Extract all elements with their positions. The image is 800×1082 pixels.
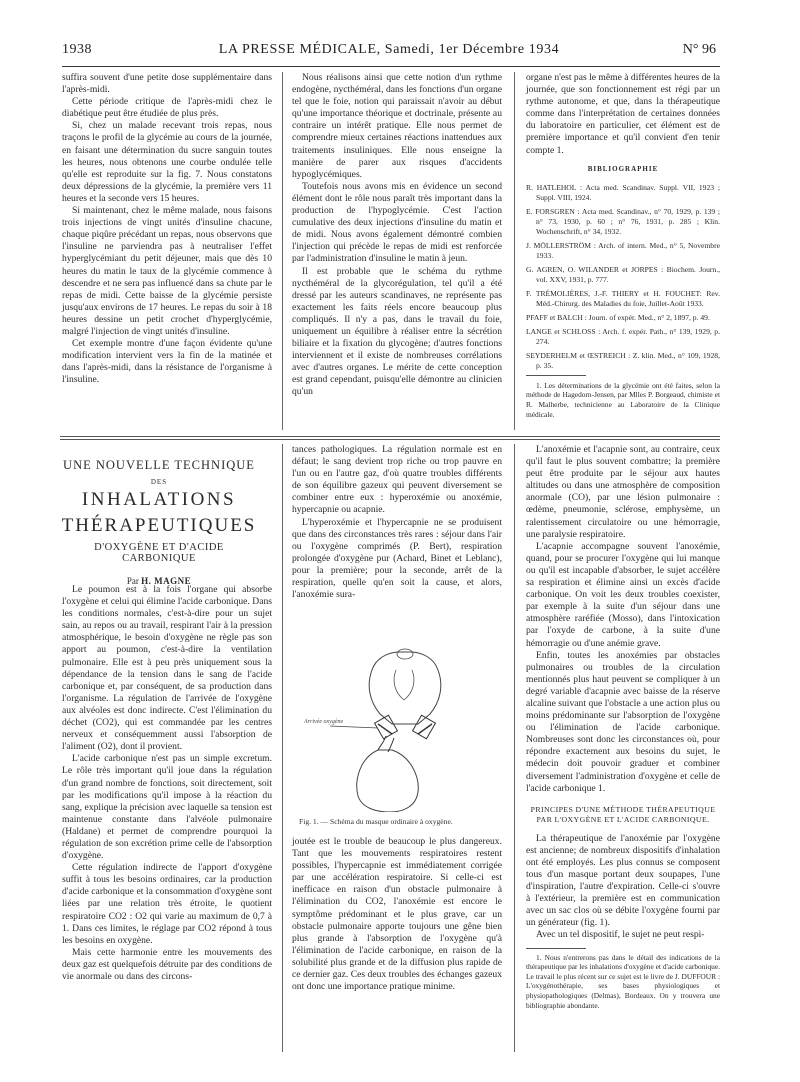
title-line: THÉRAPEUTIQUES [61,515,257,536]
title-line: D'OXYGÈNE ET D'ACIDE CARBONIQUE [94,542,224,564]
bibliography-entry: R. HATLEHOL : Acta med. Scandinav. Suppl. VII, 1923 ; Suppl. VIII, 1924. [526,182,720,202]
paragraph: La thérapeutique de l'anoxémie par l'oxygène est ancienne; de nombreux dispositifs d'inhalation ont été employés. Les plus connus se composent tous d'un masque portant deux soupapes, l'une d'inspiration, l'autre d'expiration. Celle-ci s'ouvre à l'extérieur, la première est en communication avec un sac clos où se débite l'oxygène fourni par un générateur (fig. 1). [526,832,720,929]
paragraph: Enfin, toutes les anoxémies par obstacles pulmonaires ou troubles de la circulation mentionnés plus haut peuvent se compliquer à un degré variable d'acapnie avec baisse de la réserve alcaline suivant que l'obstacle a une action plus ou moins prédominante sur l'absorption de l'oxygène ou l'élimination de l'acide carbonique. Nombreuses sont donc les circonstances où, pour répondre exactement aux besoins du sujet, le médecin doit pouvoir graduer et combiner diversement l'administration d'oxygène et celle de l'acide carbonique 1. [526,649,720,794]
oxygen-mask-figure [300,640,510,812]
figure-caption: Fig. 1. — Schéma du masque ordinaire à oxygène. [299,817,453,826]
paragraph: L'acide carbonique n'est pas un simple excretum. Le rôle très important qu'il joue dans la régulation d'un grand nombre de fonctions, soit directement, soit par les modifications qu'il impose à la réaction du sang, explique la précision avec laquelle sa tension est maintenue constante dans l'alvéole pulmonaire (Haldane) et permet de comprendre pourquoi la régulation de son excrétion prime celle de l'absorption d'oxygène. [62,753,272,862]
top-column-3 [526,72,720,419]
bibliography-heading: BIBLIOGRAPHIE [587,164,659,173]
paragraph: Cet exemple montre d'une façon évidente qu'une modification intervient vers la fin de la matinée et dans l'après-midi, dans la résistance de l'organisme à l'insuline. [62,338,272,386]
paragraph: Mais cette harmonie entre les mouvements des deux gaz est quelquefois détruite par des conditions de vie anormale ou dans des circons- [62,946,272,982]
page-header [62,42,716,64]
bibliography-entry: J. MÖLLERSTRÖM : Arch. of intern. Med., n° 5, Novembre 1933. [526,240,720,260]
paragraph: L'acapnie accompagne souvent l'anoxémie, quand, pour se procurer l'oxygène qui lui manque ou qu'il est incapable d'absorber, le sujet accélère sa respiration et élimine ainsi un excès d'acide carbonique. On voit les deux troubles coexister, par exemple à la suite d'un séjour dans une atmosphère raréfiée (Mosso), dans l'intoxication par l'oxyde de carbone, à la suite d'une hémorragie ou d'une anémie grave. [526,540,720,649]
paragraph: L'hyperoxémie et l'hypercapnie ne se produisent que dans des circonstances très rares : séjour dans l'air ou l'oxygène comprimés (P. Bert), respiration prolongée d'oxygène pur (Achard, Binet et Leblanc), pour la première; pour la seconde, arrêt de la respiration, quelle qu'en soit la cause, et alors, l'anoxémie sura- [292,516,502,601]
journal-title: LA PRESSE MÉDICALE, Samedi, 1er Décembre 1934 [218,42,560,57]
paragraph: Si maintenant, chez le même malade, nous faisons trois injections de vingt unités d'insuline chacune, chaque piqûre précédant un repas, nous observons que l'insuline ne parviendra pas à neutraliser l'effet hyperglycémiant du petit déjeuner, mais que dès 10 heures du matin le taux de la glycémie commence à descendre et ne sera pas influencé dans sa chute par le repas de midi. Cette baisse de la glycémie persiste jusqu'aux environs de 17 heures. Le repas du soir à 18 heures dessine un petit crochet d'hyperglycémie, malgré l'injection de vingt unités d'insuline. [62,205,272,337]
bottom-column-2-continued [292,836,502,993]
byline-prefix: Par [126,576,139,586]
bibliography-list [526,183,720,371]
bottom-column-2 [292,444,502,601]
bibliography-entry: LANGE et SCHLOSS : Arch. f. expér. Path., n° 139, 1929, p. 274. [526,326,720,346]
column-divider [514,72,515,430]
title-line: INHALATIONS [81,489,237,510]
bibliography-entry: PFAFF et BALCH : Journ. of expér. Med., n° 2, 1897, p. 49. [526,312,710,322]
header-rule [62,66,720,67]
footnote-rule [526,948,586,949]
paragraph: Cette régulation indirecte de l'apport d'oxygène suffit à tous les besoins ordinaires, car la production d'acide carbonique et la consommation d'oxygène sont liées par une relation très étroite, le quotient respiratoire CO2 : O2 qui varie au maximum de 0,7 à 1. Dans ces limites, le réglage par CO2 répond à tous les besoins en oxygène. [62,862,272,946]
paragraph: Toutefois nous avons mis en évidence un second élément dont le rôle nous paraît très important dans la production de l'hypoglycémie. C'est l'action cumulative des deux injections d'insuline du matin et de midi. Nous avons également démontré combien l'injection qui précède le repas de midi est renforcée par l'administration d'insuline le matin à jeun. [292,180,502,265]
article-separator [60,436,720,437]
top-column-1 [62,72,272,386]
paragraph: joutée est le trouble de beaucoup le plus dangereux. Tant que les mouvements respiratoires restent possibles, l'hypercapnie est immédiatement corrigée par une accélération respiratoire. Si celle-ci est inefficace en raison d'un obstacle pulmonaire à l'élimination du CO2, l'anoxémie est encore le symptôme prédominant et le plus grave, car un obstacle pulmonaire apporte toujours une gêne bien plus grande à l'absorption de l'oxygène qu'à l'élimination de l'acide carbonique, en raison de la solubilité plus grande et de la diffusion plus rapide de ce dernier gaz. Ces deux troubles des échanges gazeux ont donc une importance pratique minime. [292,836,502,993]
column-divider [514,444,515,1052]
title-line: UNE NOUVELLE TECHNIQUE [63,458,255,472]
bottom-column-3 [526,444,720,1010]
section-heading: PRINCIPES D'UNE MÉTHODE THÉRAPEUTIQUE PAR L'OXYGÈNE ET L'ACIDE CARBONIQUE. [530,804,716,824]
bibliography-entry: F. TRÉMOLIÈRES, J.-F. THIERY et H. FOUCHET: Rev. Méd.-Chirurg. des Maladies du foie, Juillet-Août 1933. [526,288,720,308]
column-divider [282,72,283,430]
paragraph: Si, chez un malade recevant trois repas, nous traçons le profil de la glycémie au cours de la journée, en faisant une détermination du sucre sanguin toutes les heures, nous obtenons une courbe ondulée telle qu'elle est reproduite sur la fig. 7. Nous constatons deux dépressions de la glycémie, la première vers 11 heures et la seconde vers 15 heures. [62,120,272,204]
paragraph: organe n'est pas le même à différentes heures de la journée, que son fonctionnement est régi par un rythme autonome, et que, dans la thérapeutique comme dans l'interprétation de certaines données du laboratoire en particulier, cet élément est de première importance et qu'il convient d'en tenir compte 1. [526,72,720,156]
bottom-column-1 [62,584,272,983]
paragraph: Nous réalisons ainsi que cette notion d'un rythme endogène, nycthéméral, dans les fonctions d'un organe tel que le foie, notion qui paraissait n'avoir au début qu'une importance théorique et doctrinale, présente au contraire un intérêt pratique. Elle nous permet de comprendre mieux certaines réactions inattendues aux traitements insuliniques. Elle nous enseigne la manière de parer aux risques d'accidents hypoglycémiques. [292,72,502,180]
column-divider [282,444,283,1052]
title-line: DES [150,478,168,486]
footnote-rule [526,375,586,376]
paragraph: Il est probable que le schéma du rythme nycthéméral de la glycorégulation, tel qu'il a été dressé par les auteurs scandinaves, ne représente pas exactement les faits réels encore beaucoup plus compliqués. Il n'y a pas, dans le travail du foie, uniquement un équilibre à réaliser entre la sécrétion biliaire et la fixation du glycogène; d'autres fonctions interviennent et il existe de nombreuses corrélations avec d'autres organes. Le mérite de cette conception est grand cependant, puisqu'elle démontre au clinicien qu'un [292,265,502,398]
article-title-block [60,446,258,586]
paragraph: Cette période critique de l'après-midi chez le diabétique peut être étudiée de plus près. [62,96,272,120]
footnote: 1. Les déterminations de la glycémie ont été faites, selon la méthode de Hagedorn-Jensen, par Mlles P. Borgeaud, chimiste et R. Malherbe, technicienne au Laboratoire de la Clinique médicale. [526,380,720,419]
bibliography-entry: SEYDERHELM et ŒSTREICH : Z. klin. Med., n° 109, 1928, p. 35. [526,350,720,370]
bibliography-entry: E. FORSGREN : Acta med. Scandinav., n° 70, 1929, p. 139 ; n° 73, 1930, p. 60 ; n° 76, 1931, p. 285 ; Klin. Wochenschrift, n° 34, 1932. [526,206,720,236]
issue-number: N° 96 [682,42,716,57]
bibliography-entry: G. AGREN, O. WILANDER et JORPES : Biochem. Journ., vol. XXV, 1931, p. 777. [526,264,720,284]
paragraph: Avec un tel dispositif, le sujet ne peut respi- [536,929,705,941]
paragraph: L'anoxémie et l'acapnie sont, au contraire, ceux qu'il faut le plus souvent combattre; la première peut être produite par le séjour aux hautes altitudes ou dans une atmosphère de composition anormale (CO), par une lésion pulmonaire : œdème, pneumonie, sclérose, emphysème, un ralentissement circulatoire ou une hémorragie, une paralysie respiratoire. [526,444,720,540]
top-column-2 [292,72,502,399]
paragraph: Le poumon est à la fois l'organe qui absorbe l'oxygène et celui qui élimine l'acide carbonique. Dans les conditions normales, c'est-à-dire pour un sujet sain, au repos ou au travail, respirant l'air à la pression atmosphérique, le besoin d'oxygène ne règle pas son apport au poumon, c'est-à-dire la ventilation pulmonaire. Elle est à peu près uniquement sous la dépendance de la tension dans le sang de l'acide carbonique et, par conséquent, de sa production dans l'organisme. La régulation de l'arrivée de l'oxygène aux alvéoles est donc indirecte. C'est l'élimination du déchet (CO2), qui est commandée par les centres nerveux et conséquemment aussi l'absorption de l'aliment (O2), dont il provient. [62,584,272,753]
article-separator [60,439,720,440]
footnote: 1. Nous n'entrerons pas dans le détail des indications de la thérapeutique par les inhalations d'oxygène et d'acide carbonique. Le travail le plus récent sur ce sujet est le livre de J. DUFFOUR : L'oxygénothérapie, ses bases physiologiques et physiopathologiques (Delmas), Bordeaux. On y trouvera une bibliographie abondante. [526,952,720,1010]
author: H. MAGNE [141,576,192,586]
paragraph: tances pathologiques. La régulation normale est en défaut; le sang devient trop riche ou trop pauvre en l'un ou en l'autre gaz, d'où quatre troubles différents de son équilibre gazeux qui peuvent diversement se combiner entre eux : hyperoxémie ou anoxémie, hypercapnie ou acapnie. [292,444,502,516]
page-number: 1938 [62,42,92,57]
figure-label: Arrivée oxygène [304,719,344,725]
paragraph: suffira souvent d'une petite dose supplémentaire dans l'après-midi. [62,72,272,96]
